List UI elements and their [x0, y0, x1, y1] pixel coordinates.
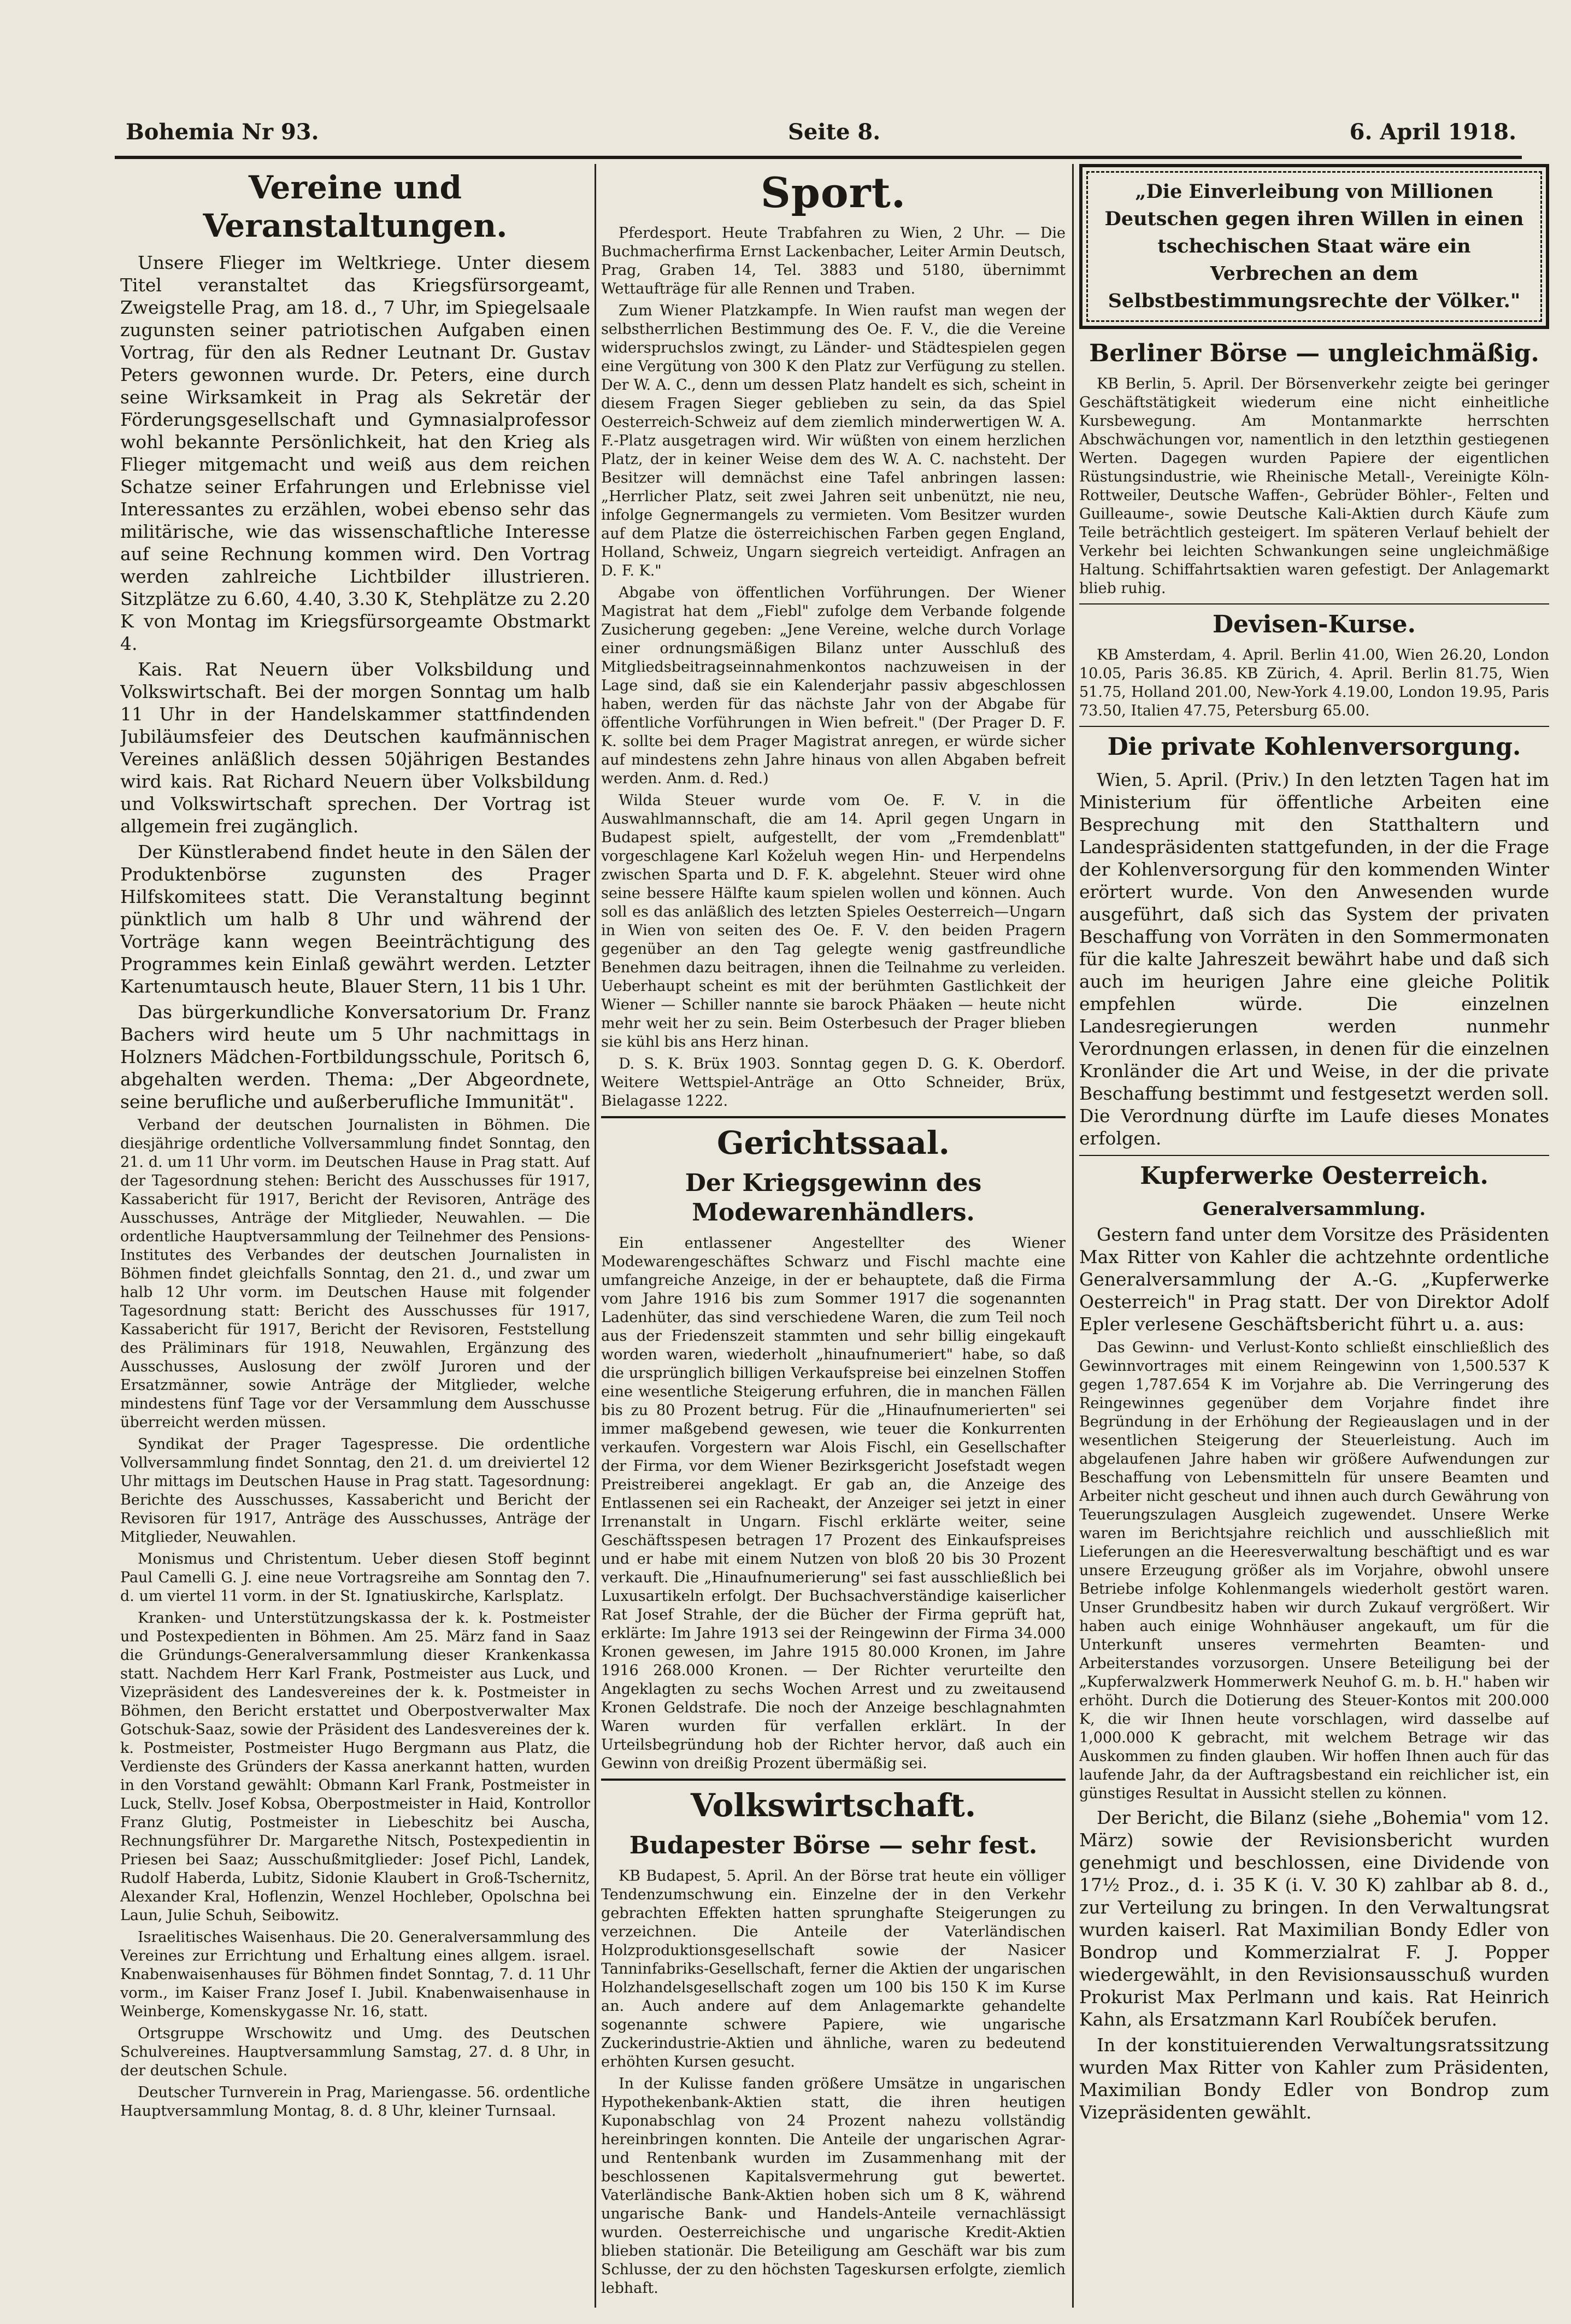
column-sport: [601, 164, 1066, 2308]
notice-paragraph: Zum Wiener Platzkampfe. In Wien raufst man wegen der selbstherrlichen Bestimmung des Oe. F. V., die die Vereine widerspruchslos zwingt, zu Länder- und Städtespielen gegen eine Vergütung von 300 K den Platz zur Verfügung zu stellen. Der W. A. C., denn um dessen Platz handelt es sich, scheint in diesem Fragen Sieger geblieben zu sein, da das Spiel Oesterreich-Schweiz auf dem ziemlich minderwertigen W. A. F.-Platz ausgetragen wird. Wir wüßten von einem herzlichen Platz, der in keiner Weise dem des W. A. C. nachsteht. Der Besitzer will demnächst eine Tafel anbringen lassen: „Herrlicher Platz, seit zwei Jahren seit unbenützt, nie neu, infolge Gegnermangels zu vermieten. Vom Besitzer wurden auf dem Platze die österreichischen Farben gegen England, Holland, Schweiz, Ungarn siegreich verteidigt. Anfragen an D. F. K.": [601, 302, 1066, 579]
notice-paragraph: Das Gewinn- und Verlust-Konto schließt einschließlich des Gewinnvortrages mit einem Reingewinn von 1,500.537 K gegen 1,787.654 K im Vorjahre ab. Die Verringerung des Reingewinnes gegenüber dem Vorjahre findet ihre Begründung in der Erhöhung der Regieauslagen und in der wesentlichen Steigerung der Steuerleistung. Auch im abgelaufenen Jahre haben wir größere Aufwendungen zur Beschaffung von Lebensmitteln für unsere Beamten und Arbeiter nicht gescheut und ihnen auch durch Gewährung von Teuerungszulagen Ausgleich zugewendet. Unsere Werke waren im Berichtsjahre reichlich und ausschließlich mit Lieferungen an die Heeresverwaltung beschäftigt und es war unsere Erzeugung größer als im Vorjahre, obwohl unsere Betriebe infolge Kohlenmangels wiederholt gestört waren. Unser Grundbesitz haben wir durch Zukauf vergrößert. Wir haben auch einige Wohnhäuser angekauft, um für die Unterkunft unseres vermehrten Beamten- und Arbeiterstandes vorzusorgen. Unsere Beteiligung bei der „Kupferwalzwerk Hommerwerk Neuhof G. m. b. H." haben wir erhöht. Durch die Dotierung des Steuer-Kontos mit 200.000 K, die wir Ihnen heute vorschlagen, wird dasselbe auf 1,000.000 K gebracht, mit welchem Betrage wir das Auskommen zu finden glauben. Wir hoffen Ihnen auch für das laufende Jahr, da der Auftragsbestand ein reichlicher ist, ein günstiges Resultat in Aussicht stellen zu können.: [1079, 1339, 1549, 1802]
section-rule: [601, 1779, 1066, 1781]
section-rule: [1079, 726, 1549, 727]
article-paragraph: Der Bericht, die Bilanz (siehe „Bohemia" vom 12. März) sowie der Revisionsbericht wurden genehmigt und beschlossen, eine Dividende von 17½ Proz., d. i. 35 K (i. V. 30 K) zahlbar ab 8. d., zur Verteilung zu bringen. In den Verwaltungsrat wurden kaiserl. Rat Maximilian Bondy Edler von Bondrop und Kommerzialrat F. J. Popper wiedergewählt, in den Revisionsausschuß wurden Prokurist Max Perlmann und kais. Rat Heinrich Kahn, als Ersatzmann Karl Roubíček berufen.: [1079, 1807, 1549, 2030]
column-divider: [595, 164, 596, 2308]
masthead: [126, 112, 1516, 145]
masthead-paper: Bohemia Nr 93.: [126, 119, 319, 145]
section-title-gerichtssaal: Gerichtssaal.: [717, 1124, 950, 1161]
notice-paragraph: Wilda Steuer wurde vom Oe. F. V. in die Auswahlmannschaft, die am 14. April gegen Ungarn in Budapest spielt, aufgestellt, der vom „Fremdenblatt" vorgeschlagene Karl Koželuh wegen Hin- und Herpendelns zwischen Sparta und D. F. K. abgelehnt. Steuer wird ohne seine bessere Hälfte kaum spielen wollen und können. Auch soll es das anläßlich des letzten Spieles Oesterreich—Ungarn in Wien von seiten des Oe. F. V. den beiden Pragern gegenüber an den Tag gelegte wenig gastfreundliche Benehmen dazu beitragen, ihnen die Teilnahme zu verleiden. Ueberhaupt scheint es mit der berühmten Gastlichkeit der Wiener — Schiller nannte sie barock Phäaken — heute nicht mehr weit her zu sein. Beim Osterbesuch der Prager blieben sie kühl bis ans Herz hinan.: [601, 792, 1066, 1051]
notice-paragraph: Monismus und Christentum. Ueber diesen Stoff beginnt Paul Camelli G. J. eine neue Vortragsreihe am Sonntag den 7. d. um viertel 11 vorm. in der St. Ignatiuskirche, Karlsplatz.: [120, 1551, 590, 1605]
quote-box: „Die Einverleibung von Millionen Deutschen gegen ihren Willen in einen tschechischen Staat wäre ein Verbrechen an dem Selbstbestimmungsrechte der Völker.": [1079, 164, 1549, 329]
article-paragraph: Der Künstlerabend findet heute in den Sälen der Produktenbörse zugunsten des Prager Hilfskomitees statt. Die Veranstaltung beginnt pünktlich um halb 8 Uhr und während der Vorträge kann wegen Beeinträchtigung des Programmes kein Einlaß gewährt werden. Letzter Kartenumtausch heute, Blauer Stern, 11 bis 1 Uhr.: [120, 841, 590, 997]
article-headline: Budapester Börse — sehr fest.: [629, 1832, 1038, 1859]
masthead-page: Seite 8.: [788, 119, 881, 145]
article-headline: Der Kriegsgewinn des Modewarenhändlers.: [685, 1169, 982, 1226]
section-rule: [1079, 1155, 1549, 1156]
notice-paragraph: Abgabe von öffentlichen Vorführungen. Der Wiener Magistrat hat dem „Fiebl" zufolge dem Verbande folgende Zusicherung gegeben: „Jene Vereine, welche durch Vorlage einer ordnungsmäßigen Bilanz unter Ausschluß des Mitgliedsbeitragseinnahmenkontos nachzuweisen in der Lage sind, daß sie ein Kalenderjahr passiv abgeschlossen haben, werden für das nächste Jahr von der Abgabe für öffentliche Vorführungen in Wien befreit." (Der Prager D. F. K. sollte bei dem Prager Magistrat anregen, er würde sicher auf mindestens zehn Jahre hinaus von allen Abgaben befreit werden. Anm. d. Red.): [601, 584, 1066, 787]
notice-paragraph: KB Budapest, 5. April. An der Börse trat heute ein völliger Tendenzumschwung ein. Einzelne der in den Verkehr gebrachten Effekten hatten sprunghafte Steigerungen zu verzeichnen. Die Anteile der Vaterländischen Holzproduktionsgesellschaft sowie der Nasicer Tanninfabriks-Gesellschaft, ferner die Aktien der ungarischen Holzhandelsgesellschaft zogen um 100 bis 150 K im Kurse an. Auch andere auf dem Anlagemarkte gehandelte sogenannte schwere Papiere, wie ungarische Zuckerindustrie-Aktien und ähnliche, waren zu bedeutend erhöhten Kursen gesucht.: [601, 1868, 1066, 2070]
section-rule: [601, 1116, 1066, 1118]
notice-paragraph: Verband der deutschen Journalisten in Böhmen. Die diesjährige ordentliche Vollversammlung findet Sonntag, den 21. d. um 11 Uhr vorm. im Deutschen Hause in Prag statt. Auf der Tagesordnung stehen: Bericht des Ausschusses für 1917, Kassabericht für 1917, Bericht der Revisoren, Anträge des Ausschusses, Anträge der Mitglieder, Neuwahlen. — Die ordentliche Hauptversammlung der Teilnehmer des Pensions-Institutes des Verbandes der deutschen Journalisten in Böhmen findet gleichfalls Sonntag, den 21. d., und zwar um halb 12 Uhr vorm. im Deutschen Hause mit folgender Tagesordnung statt: Bericht des Ausschusses für 1917, Kassabericht für 1917, Bericht der Revisoren, Feststellung des Präliminars für 1918, Neuwahlen, Ergänzung des Ausschusses, Auslosung der zwölf Juroren und der Ersatzmänner, sowie Anträge der Mitglieder, welche mindestens fünf Tage vor der Versammlung dem Ausschusse überreicht werden müssen.: [120, 1117, 590, 1431]
notice-paragraph: Israelitisches Waisenhaus. Die 20. Generalversammlung des Vereines zur Errichtung und Erhaltung eines allgem. israel. Knabenwaisenhauses für Böhmen findet Sonntag, 7. d. 11 Uhr vorm., im Kaiser Franz Josef I. Jubil. Knabenwaisenhause in Weinberge, Komenskygasse Nr. 16, statt.: [120, 1929, 590, 2020]
notice-paragraph: In der Kulisse fanden größere Umsätze in ungarischen Hypothekenbank-Aktien statt, die ihren heutigen Kuponabschlag von 24 Prozent nahezu vollständig hereinbringen konnten. Die Anteile der ungarischen Agrar- und Rentenbank wurden im Zusammenhang mit der beschlossenen Kapitalsvermehrung gut bewertet. Vaterländische Bank-Aktien hoben sich um 8 K, während ungarische Bank- und Handels-Anteile vernachlässigt wurden. Oesterreichische und ungarische Kredit-Aktien blieben stationär. Die Beteiligung am Geschäft war bis zum Schlusse, der zu den höchsten Tageskursen erfolgte, ziemlich lebhaft.: [601, 2075, 1066, 2297]
header-rule: [115, 156, 1522, 159]
article-headline: Die private Kohlenversorgung.: [1107, 733, 1521, 761]
article-paragraph: Gestern fand unter dem Vorsitze des Präsidenten Max Ritter von Kahler die achtzehnte ordentliche Generalversammlung der A.-G. „Kupferwerke Oesterreich" in Prag statt. Der von Direktor Adolf Epler verlesene Geschäftsbericht führt u. a. aus:: [1079, 1224, 1549, 1335]
masthead-date: 6. April 1918.: [1349, 119, 1516, 145]
notice-paragraph: Ein entlassener Angestellter des Wiener Modewarengeschäftes Schwarz und Fischl machte eine umfangreiche Anzeige, in der er behauptete, daß die Firma vom Jahre 1916 bis zum Sommer 1917 die sogenannten Ladenhüter, das sind verschiedene Waren, die zum Teil noch aus der Friedenszeit stammten und sehr billig eingekauft worden waren, wiederholt „hinaufnumeriert" habe, so daß die ursprünglich billigen Verkaufspreise bei einzelnen Stoffen eine wesentliche Steigerung erfuhren, die in manchen Fällen bis zu 80 Prozent betrug. Für die „Hinaufnumerierten" sei immer maßgebend gewesen, wie teuer die Konkurrenten verkaufen. Vorgestern war Alois Fischl, ein Gesellschafter der Firma, vor dem Wiener Bezirksgericht Josefstadt wegen Preistreiberei angeklagt. Er gab an, die Anzeige des Entlassenen sei ein Racheakt, der Anzeiger sei jetzt in einer Irrenanstalt in Ungarn. Fischl erklärte weiter, seine Geschäftsspesen betragen 17 Prozent des Einkaufspreises und er habe mit einem Nutzen von bloß 20 bis 30 Prozent verkauft. Die „Hinaufnumerierung" sei fast ausschließlich bei Luxusartikeln erfolgt. Der Buchsachverständige kaiserlicher Rat Josef Strahle, der die Bücher der Firma geprüft hat, erklärte: Im Jahre 1913 sei der Reingewinn der Firma 34.000 Kronen gewesen, im Jahre 1915 80.000 Kronen, im Jahre 1916 268.000 Kronen. — Der Richter verurteilte den Angeklagten zu sechs Wochen Arrest und zu zweitausend Kronen Geldstrafe. Die noch der Anzeige beschlagnahmten Waren wurden für verfallen erklärt. In der Urteilsbegründung hob der Richter hervor, daß auch ein Gewinn von dreißig Prozent übermäßig sei.: [601, 1235, 1066, 1772]
section-title-sport: Sport.: [760, 168, 907, 217]
article-headline: Devisen-Kurse.: [1213, 611, 1416, 638]
notice-paragraph: Pferdesport. Heute Trabfahren zu Wien, 2 Uhr. — Die Buchmacherfirma Ernst Lackenbacher, Leiter Armin Deutsch, Prag, Graben 14, Tel. 3883 und 5180, übernimmt Wettaufträge für alle Rennen und Traben.: [601, 225, 1066, 297]
article-headline: Kupferwerke Oesterreich.: [1140, 1162, 1488, 1190]
article-paragraph: Unsere Flieger im Weltkriege. Unter diesem Titel veranstaltet das Kriegsfürsorgeamt, Zweigstelle Prag, am 18. d., 7 Uhr, im Spiegelsaale zugunsten seiner patriotischen Aufgaben einen Vortrag, für den als Redner Leutnant Dr. Gustav Peters gewonnen wurde. Dr. Peters, eine durch seine Wirksamkeit in Prag als Sekretär der Förderungsgesellschaft und Gymnasialprofessor wohl bekannte Persönlichkeit, hat den Krieg als Flieger mitgemacht und weiß aus dem reichen Schatze seiner Erfahrungen und Erlebnisse viel Interessantes zu erzählen, wobei ebenso sehr das militärische, wie das wissenschaftliche Interesse auf seine Rechnung kommen wird. Den Vortrag werden zahlreiche Lichtbilder illustrieren. Sitzplätze zu 6.60, 4.40, 3.30 K, Stehplätze zu 2.20 K von Montag im Kriegsfürsorgeamte Obstmarkt 4.: [120, 252, 590, 654]
column-vereine: [120, 164, 590, 2308]
notice-paragraph: Deutscher Turnverein in Prag, Mariengasse. 56. ordentliche Hauptversammlung Montag, 8. d. 8 Uhr, kleiner Turnsaal.: [120, 2084, 590, 2120]
notice-paragraph: KB Berlin, 5. April. Der Börsenverkehr zeigte bei geringer Geschäftstätigkeit wiederum eine nicht einheitliche Kursbewegung. Am Montanmarkte herrschten Abschwächungen vor, namentlich in den letzthin gestiegenen Werten. Dagegen wurden Papiere der eigentlichen Rüstungsindustrie, wie Rheinische Metall-, Vereinigte Köln-Rottweiler, Deutsche Waffen-, Gebrüder Böhler-, Felten und Guilleaume-, sowie Deutsche Kali-Aktien durch Käufe zum Teile beträchtlich gesteigert. Im späteren Verlauf behielt der Verkehr bei leichten Schwankungen seine ungleichmäßige Haltung. Schiffahrtsaktien waren gefestigt. Der Anlagemarkt blieb ruhig.: [1079, 375, 1549, 597]
column-wirtschaft: [1079, 164, 1549, 2308]
article-subheadline: Generalversammlung.: [1203, 1198, 1426, 1219]
notice-paragraph: D. S. K. Brüx 1903. Sonntag gegen D. G. K. Oberdorf. Weitere Wettspiel-Anträge an Otto Schneider, Brüx, Bielagasse 1222.: [601, 1055, 1066, 1110]
article-headline: Berliner Börse — ungleichmäßig.: [1089, 339, 1539, 367]
notice-paragraph: Syndikat der Prager Tagespresse. Die ordentliche Vollversammlung findet Sonntag, den 21. d. um dreiviertel 12 Uhr mittags im Deutschen Hause in Prag statt. Tagesordnung: Berichte des Ausschusses, Kassabericht und Bericht der Revisoren für 1917, Anträge des Ausschusses, Anträge der Mitglieder, Neuwahlen.: [120, 1436, 590, 1546]
section-rule: [1079, 603, 1549, 605]
notice-paragraph: KB Amsterdam, 4. April. Berlin 41.00, Wien 26.20, London 10.05, Paris 36.85. KB Zürich, 4. April. Berlin 81.75, Wien 51.75, Holland 201.00, New-York 4.19.00, London 19.95, Paris 73.50, Italien 47.75, Petersburg 65.00.: [1079, 647, 1549, 719]
notice-paragraph: Ortsgruppe Wrschowitz und Umg. des Deutschen Schulvereines. Hauptversammlung Samstag, 27. d. 8 Uhr, in der deutschen Schule.: [120, 2025, 590, 2079]
notice-paragraph: Kranken- und Unterstützungskassa der k. k. Postmeister und Postexpedienten in Böhmen. Am 25. März fand in Saaz die Gründungs-Generalversammlung dieser Krankenkassa statt. Nachdem Herr Karl Frank, Postmeister aus Luck, und Vizepräsident des Landesvereines der k. k. Postmeister in Böhmen, den Bericht erstattet und Oberpostverwalter Max Gotschuk-Saaz, sowie der Präsident des Landesvereines der k. k. Postmeister, Postmeister Hugo Bergmann aus Platz, die Verdienste des Gründers der Kassa anerkannt hatten, wurden in den Vorstand gewählt: Obmann Karl Frank, Postmeister in Luck, Stellv. Josef Kobsa, Oberpostmeister in Haid, Kontrollor Franz Glutig, Postmeister in Liebeschitz bei Auscha, Rechnungsführer Dr. Margarethe Nitsch, Postexpedientin in Priesen bei Saaz; Ausschußmitglieder: Josef Pichl, Landek, Rudolf Haberda, Lubitz, Sidonie Klaubert in Groß-Tschernitz, Alexander Kral, Hoflenzin, Wenzel Hochleber, Opolschna bei Laun, Julie Schuh, Seibowitz.: [120, 1610, 590, 1924]
section-title-vereine: Vereine und Veranstaltungen.: [203, 169, 508, 244]
article-paragraph: In der konstituierenden Verwaltungsratssitzung wurden Max Ritter von Kahler zum Präsidenten, Maximilian Bondy Edler von Bondrop zum Vizepräsidenten gewählt.: [1079, 2034, 1549, 2123]
article-paragraph: Kais. Rat Neuern über Volksbildung und Volkswirtschaft. Bei der morgen Sonntag um halb 11 Uhr in der Handelskammer stattfindenden Jubiläumsfeier des Deutschen kaufmännischen Vereines anläßlich dessen 50jährigen Bestandes wird kais. Rat Richard Neuern über Volksbildung und Volkswirtschaft sprechen. Der Vortrag ist allgemein frei zugänglich.: [120, 659, 590, 837]
column-divider: [1072, 164, 1074, 2308]
section-title-volkswirtschaft: Volkswirtschaft.: [690, 1787, 976, 1824]
article-paragraph: Das bürgerkundliche Konversatorium Dr. Franz Bachers wird heute um 5 Uhr nachmittags in Holzners Mädchen-Fortbildungsschule, Poritsch 6, abgehalten werden. Thema: „Der Abgeordnete, seine berufliche und außerberufliche Immunität".: [120, 1001, 590, 1112]
article-paragraph: Wien, 5. April. (Priv.) In den letzten Tagen hat im Ministerium für öffentliche Arbeiten eine Besprechung mit den Statthaltern und Landespräsidenten stattgefunden, in der die Frage der Kohlenversorgung für den kommenden Winter erörtert wurde. Von den Anwesenden wurde ausgeführt, daß sich das System der privaten Beschaffung von Vorräten in den Sommermonaten für die kalte Jahreszeit bewährt habe und daß sich auch im heurigen Jahre eine gleiche Politik empfehlen würde. Die einzelnen Landesregierungen werden nunmehr Verordnungen erlassen, in denen für die einzelnen Kronländer die Art und Weise, in der die private Beschaffung bestimmt und festgesetzt werden soll. Die Verordnung dürfte im Laufe dieses Monates erfolgen.: [1079, 769, 1549, 1149]
